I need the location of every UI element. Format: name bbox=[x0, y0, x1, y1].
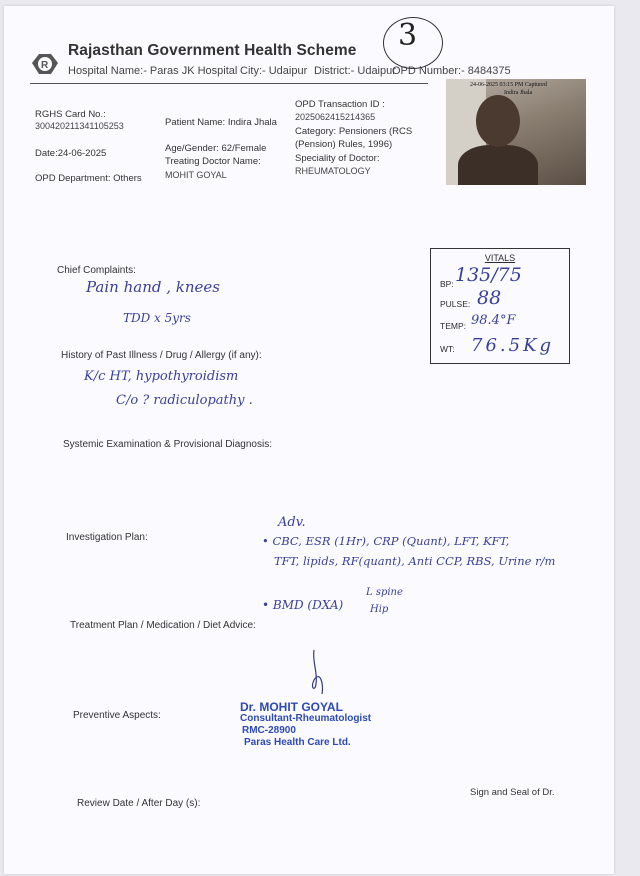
treatment-label: Treatment Plan / Medication / Diet Advice: bbox=[70, 620, 256, 631]
review-date-label: Review Date / After Day (s): bbox=[77, 798, 201, 809]
age-gender: Age/Gender: 62/Female bbox=[165, 143, 267, 154]
vitals-title: VITALS bbox=[484, 253, 516, 263]
investigation-line1: Adv. bbox=[278, 515, 306, 530]
stamp-doctor-name: Dr. MOHIT GOYAL bbox=[240, 700, 343, 714]
visit-date: Date:24-06-2025 bbox=[35, 148, 107, 159]
wt-label: WT: bbox=[440, 344, 455, 354]
opd-transaction-label: OPD Transaction ID : bbox=[295, 99, 385, 110]
chief-complaints-line2: TDD x 5yrs bbox=[123, 311, 191, 325]
photo-name: Indira Jhala bbox=[504, 90, 533, 96]
history-label: History of Past Illness / Drug / Allergy (if any): bbox=[61, 350, 262, 361]
handwritten-opd-note: 3 bbox=[398, 18, 418, 53]
chief-complaints-line1: Pain hand , knees bbox=[86, 278, 220, 296]
speciality-label: Speciality of Doctor: bbox=[295, 153, 380, 164]
category-line2: (Pension) Rules, 1996) bbox=[295, 139, 393, 150]
svg-text:R: R bbox=[41, 60, 49, 71]
sign-seal-label: Sign and Seal of Dr. bbox=[470, 787, 555, 798]
header-divider bbox=[30, 83, 428, 84]
treatment-hip: Hip bbox=[370, 604, 389, 615]
temp-label: TEMP: bbox=[440, 321, 466, 331]
history-line2: C/o ? radiculopathy . bbox=[116, 393, 253, 408]
photo-caption: 24-06-2025 03:15 PM Captured bbox=[470, 82, 547, 88]
treating-doctor-label: Treating Doctor Name: bbox=[165, 156, 261, 167]
history-line1: K/c HT, hypothyroidism bbox=[84, 369, 239, 384]
rghs-card-label: RGHS Card No.: bbox=[35, 109, 106, 120]
category-line1: Category: Pensioners (RCS bbox=[295, 126, 413, 137]
wt-value: 76.5Kg bbox=[471, 335, 555, 356]
scheme-title: Rajasthan Government Health Scheme bbox=[68, 42, 357, 59]
district: District:- Udaipur bbox=[314, 65, 396, 77]
rghs-card-value: 300420211341105253 bbox=[35, 121, 124, 131]
patient-photo bbox=[446, 79, 586, 185]
chief-complaints-label: Chief Complaints: bbox=[57, 265, 136, 276]
stamp-designation: Consultant-Rheumatologist bbox=[240, 713, 372, 724]
investigation-label: Investigation Plan: bbox=[66, 532, 148, 543]
bp-label: BP: bbox=[440, 279, 454, 289]
pulse-label: PULSE: bbox=[440, 299, 471, 309]
pulse-value: 88 bbox=[477, 287, 502, 309]
rghs-logo-icon bbox=[28, 48, 62, 78]
vitals-box bbox=[430, 248, 570, 364]
opd-department: OPD Department: Others bbox=[35, 173, 142, 184]
stamp-rmc: RMC-28900 bbox=[242, 725, 296, 736]
city: City:- Udaipur bbox=[240, 65, 308, 77]
patient-name: Patient Name: Indira Jhala bbox=[165, 117, 277, 128]
doctor-signature-icon bbox=[300, 648, 340, 708]
treatment-line1: • BMD (DXA) bbox=[262, 598, 344, 612]
treating-doctor-value: MOHIT GOYAL bbox=[165, 170, 227, 180]
opd-transaction-value: 2025062415214365 bbox=[295, 112, 376, 122]
investigation-line2: • CBC, ESR (1Hr), CRP (Quant), LFT, KFT, bbox=[262, 534, 510, 548]
investigation-line3: TFT, lipids, RF(quant), Anti CCP, RBS, Urine r/m bbox=[274, 554, 556, 568]
opd-number: OPD Number:- 8484375 bbox=[392, 65, 511, 77]
treatment-spine: L spine bbox=[366, 587, 403, 598]
speciality-value: RHEUMATOLOGY bbox=[295, 166, 371, 176]
temp-value: 98.4°F bbox=[471, 313, 516, 328]
bp-value: 135/75 bbox=[455, 264, 522, 286]
stamp-hospital: Paras Health Care Ltd. bbox=[244, 737, 351, 748]
hospital-name: Hospital Name:- Paras JK Hospital bbox=[68, 65, 238, 77]
systemic-exam-label: Systemic Examination & Provisional Diagnosis: bbox=[63, 439, 272, 450]
preventive-label: Preventive Aspects: bbox=[73, 710, 161, 721]
